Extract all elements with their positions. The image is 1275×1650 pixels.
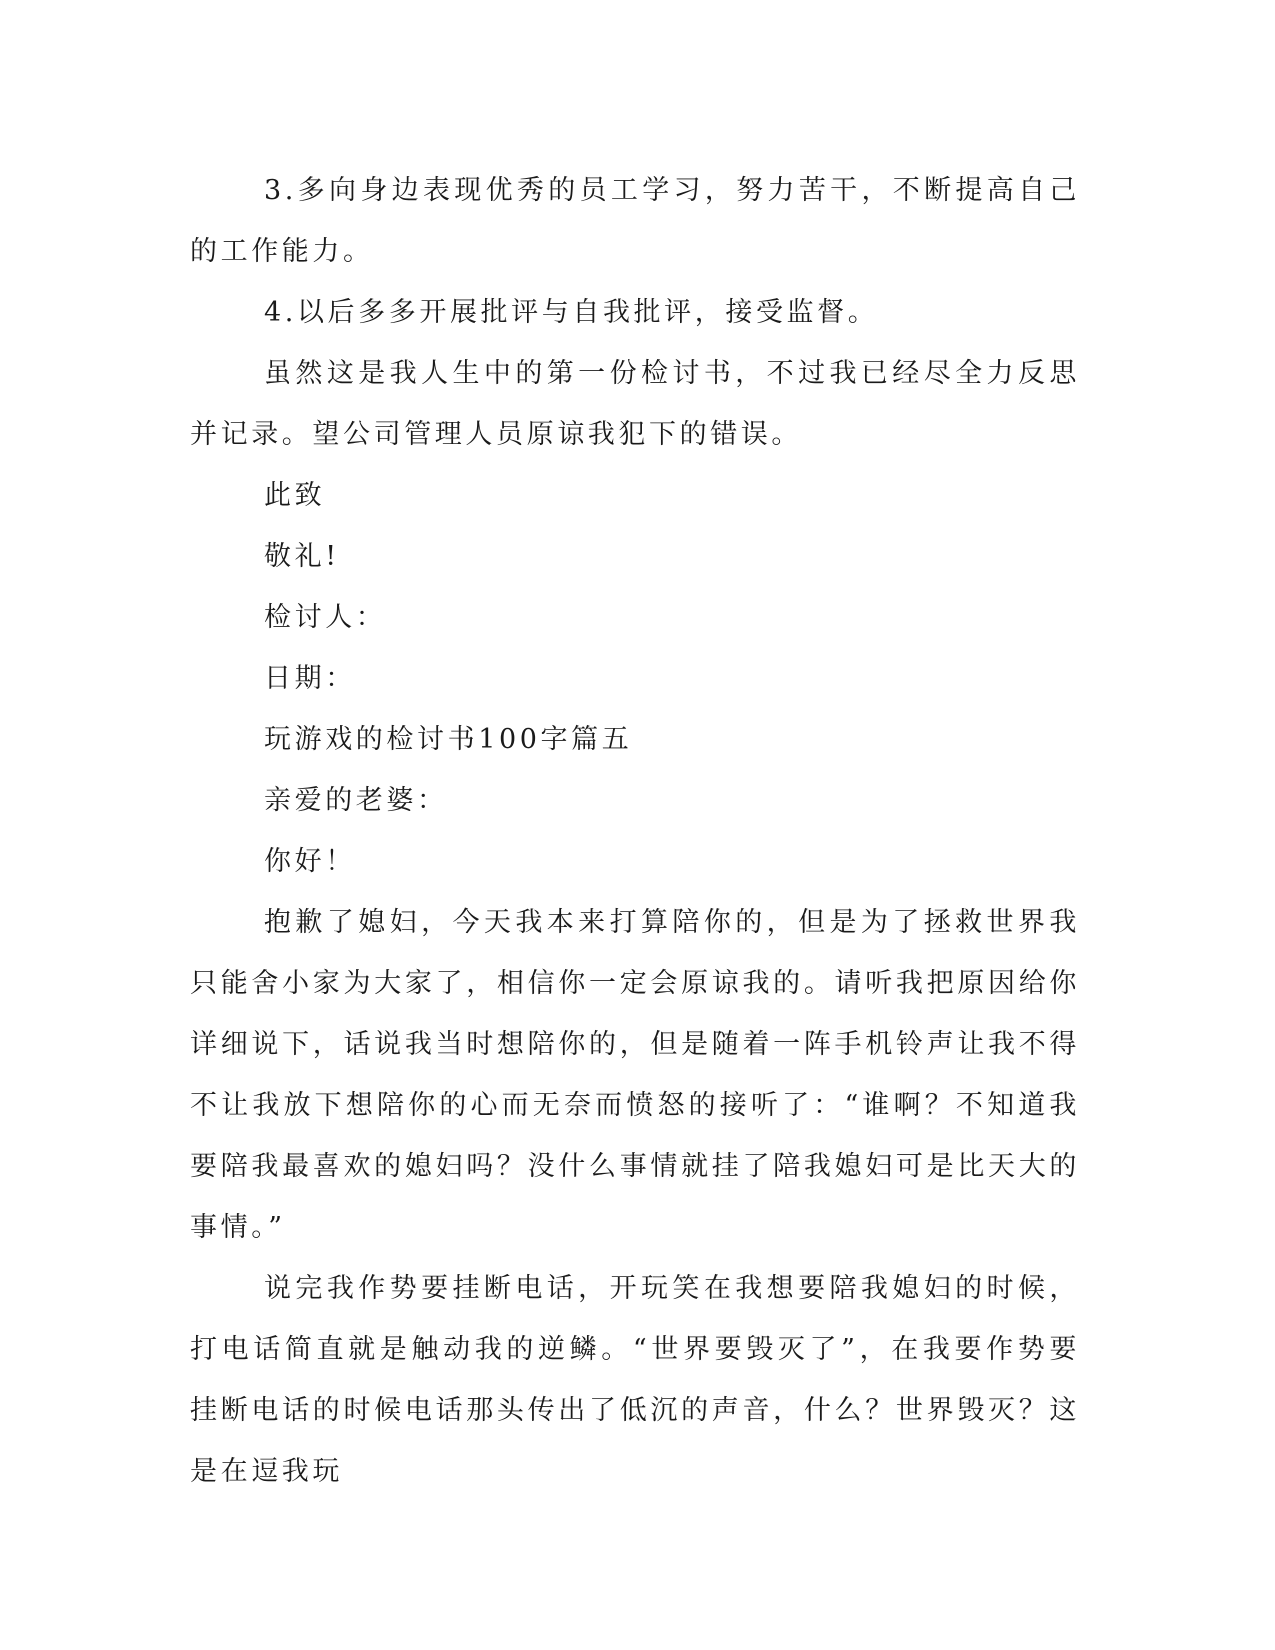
salutation-cizhi: 此致 <box>264 480 326 511</box>
body-paragraph-1: 抱歉了媳妇，今天我本来打算陪你的，但是为了拯救世界我只能舍小家为大家了，相信你一定会原谅我的。请听我把原因给你详细说下，话说我当时想陪你的，但是随着一阵手机铃声让我不得不让我放下想陪你的心而无奈而愤怒的接听了：“谁啊？不知道我要陪我最喜欢的媳妇吗？没什么事情就挂了陪我媳妇可是比天大的事情。” <box>190 907 1080 1243</box>
paragraph-item-4: 4.以后多多开展批评与自我批评，接受监督。 <box>264 297 879 328</box>
salutation-jingli: 敬礼! <box>264 541 340 572</box>
document-body <box>190 160 1080 1502</box>
section-heading: 玩游戏的检讨书100字篇五 <box>264 724 633 755</box>
letter-greeting: 亲爱的老婆： <box>264 785 448 816</box>
letter-hello: 你好！ <box>264 846 356 877</box>
paragraph-closing-statement: 虽然这是我人生中的第一份检讨书，不过我已经尽全力反思并记录。望公司管理人员原谅我犯下的错误。 <box>190 358 1080 450</box>
body-paragraph-2: 说完我作势要挂断电话，开玩笑在我想要陪我媳妇的时候，打电话简直就是触动我的逆鳞。“世界要毁灭了”，在我要作势要挂断电话的时候电话那头传出了低沉的声音，什么？世界毁灭？这是在逗我玩 <box>190 1273 1080 1487</box>
date-label: 日期： <box>264 663 356 694</box>
signature-label: 检讨人： <box>264 602 387 633</box>
paragraph-item-3: 3.多向身边表现优秀的员工学习，努力苦干，不断提高自己的工作能力。 <box>190 175 1080 267</box>
